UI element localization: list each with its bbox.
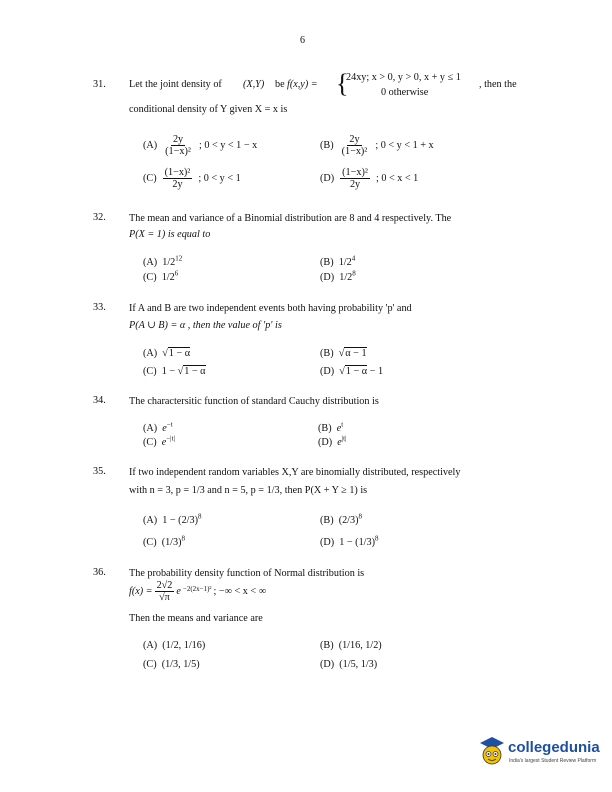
q32-line2: P(X = 1) is equal to bbox=[129, 229, 211, 240]
graduate-mascot-icon bbox=[478, 735, 506, 769]
q31-xy: (X,Y) bbox=[243, 79, 265, 90]
question-34-number: 34. bbox=[93, 395, 106, 406]
q31-option-b: (B) $\frac{2y}{\text{(1−x)²}}$ ; 0 < y < 1 + x bbox=[320, 134, 434, 157]
q31-fxy: f(x,y) = bbox=[287, 79, 318, 90]
q33-option-c: (C) 1 − √1 − α bbox=[143, 366, 206, 377]
q31-text-a: Let the joint density of bbox=[129, 79, 222, 90]
q36-option-a: (A) (1/2, 1/16) bbox=[143, 640, 206, 651]
q36-option-d: (D) (1/5, 1/3) bbox=[320, 659, 378, 670]
question-32-number: 32. bbox=[93, 212, 106, 223]
q31-then: , then the bbox=[479, 79, 517, 90]
q34-option-c: (C) $e^{-|t|}$ bbox=[143, 434, 175, 448]
q35-line2: with n = 3, p = 1/3 and n = 5, p = 1/3, then P(X + Y ≥ 1) is bbox=[129, 485, 368, 496]
q32-option-a: (A) $1/2^{12}$ bbox=[143, 254, 183, 268]
q32-option-d: (D) $1/2^8$ bbox=[320, 269, 356, 283]
q33-option-b: (B) √α − 1 bbox=[320, 348, 367, 359]
q35-option-c: (C) $(1/3)^8$ bbox=[143, 534, 185, 548]
q32-line1: The mean and variance of a Binomial distribution are 8 and 4 respectively. The bbox=[129, 213, 452, 224]
question-31-number: 31. bbox=[93, 79, 106, 90]
q34-option-b: (B) $e^t$ bbox=[318, 420, 344, 434]
q33-line1: If A and B are two independent events both having probability 'p' and bbox=[129, 303, 412, 314]
q33-option-a: (A) √1 − α bbox=[143, 348, 191, 359]
q33-line2: P(A ∪ B) = α , then the value of 'p' is bbox=[129, 320, 282, 331]
q36-option-b: (B) (1/16, 1/2) bbox=[320, 640, 382, 651]
q34-option-a: (A) $e^{-t}$ bbox=[143, 420, 173, 434]
q31-option-d: (D) $\frac{\text{(1−x)²}}{2y}$ ; 0 < x < 1 bbox=[320, 167, 419, 190]
question-31-stem bbox=[129, 69, 519, 102]
collegedunia-logo bbox=[478, 733, 598, 773]
q35-line1: If two independent random variables X,Y are binomially distributed, respectively bbox=[129, 467, 461, 478]
question-35-number: 35. bbox=[93, 466, 106, 477]
logo-tagline: India's largest Student Review Platform bbox=[509, 758, 597, 764]
q36-line3: Then the means and variance are bbox=[129, 613, 263, 624]
q35-option-d: (D) $1 - (1/3)^8$ bbox=[320, 534, 379, 548]
q32-option-c: (C) $1/2^6$ bbox=[143, 269, 179, 283]
q32-option-b: (B) $1/2^4$ bbox=[320, 254, 356, 268]
q36-formula: f(x) = $\frac{2√2}{√\pi}$ e $^{-2(2x-1)^2}$ ; −∞ < x < ∞ bbox=[129, 580, 266, 603]
q35-option-a: (A) $1 - (2/3)^8$ bbox=[143, 512, 202, 526]
q31-option-a: (A) $\frac{2y}{\text{(1−x)²}}$ ; 0 < y < 1 − x bbox=[143, 134, 258, 157]
q36-option-c: (C) (1/3, 1/5) bbox=[143, 659, 200, 670]
q33-option-d: (D) √1 − α − 1 bbox=[320, 366, 384, 377]
question-36-number: 36. bbox=[93, 567, 106, 578]
page-number: 6 bbox=[300, 35, 305, 46]
q34-line1: The charactersitic function of standard Cauchy distribution is bbox=[129, 396, 379, 407]
q35-option-b: (B) $(2/3)^8$ bbox=[320, 512, 362, 526]
q31-case2: 0 otherwise bbox=[381, 87, 429, 98]
q31-case1: 24xy; x > 0, y > 0, x + y ≤ 1 bbox=[346, 72, 461, 83]
q31-be: be bbox=[275, 79, 285, 90]
q36-line1: The probability density function of Normal distribution is bbox=[129, 568, 365, 579]
q31-option-c: (C) $\frac{\text{(1−x)²}}{2y}$ ; 0 < y < 1 bbox=[143, 167, 241, 190]
q31-line2: conditional density of Y given X = x is bbox=[129, 104, 288, 115]
q34-option-d: (D) $e^{|t|}$ bbox=[318, 434, 347, 448]
question-33-number: 33. bbox=[93, 302, 106, 313]
logo-name: collegedunia bbox=[508, 739, 600, 756]
q31-brace: { bbox=[336, 69, 349, 98]
